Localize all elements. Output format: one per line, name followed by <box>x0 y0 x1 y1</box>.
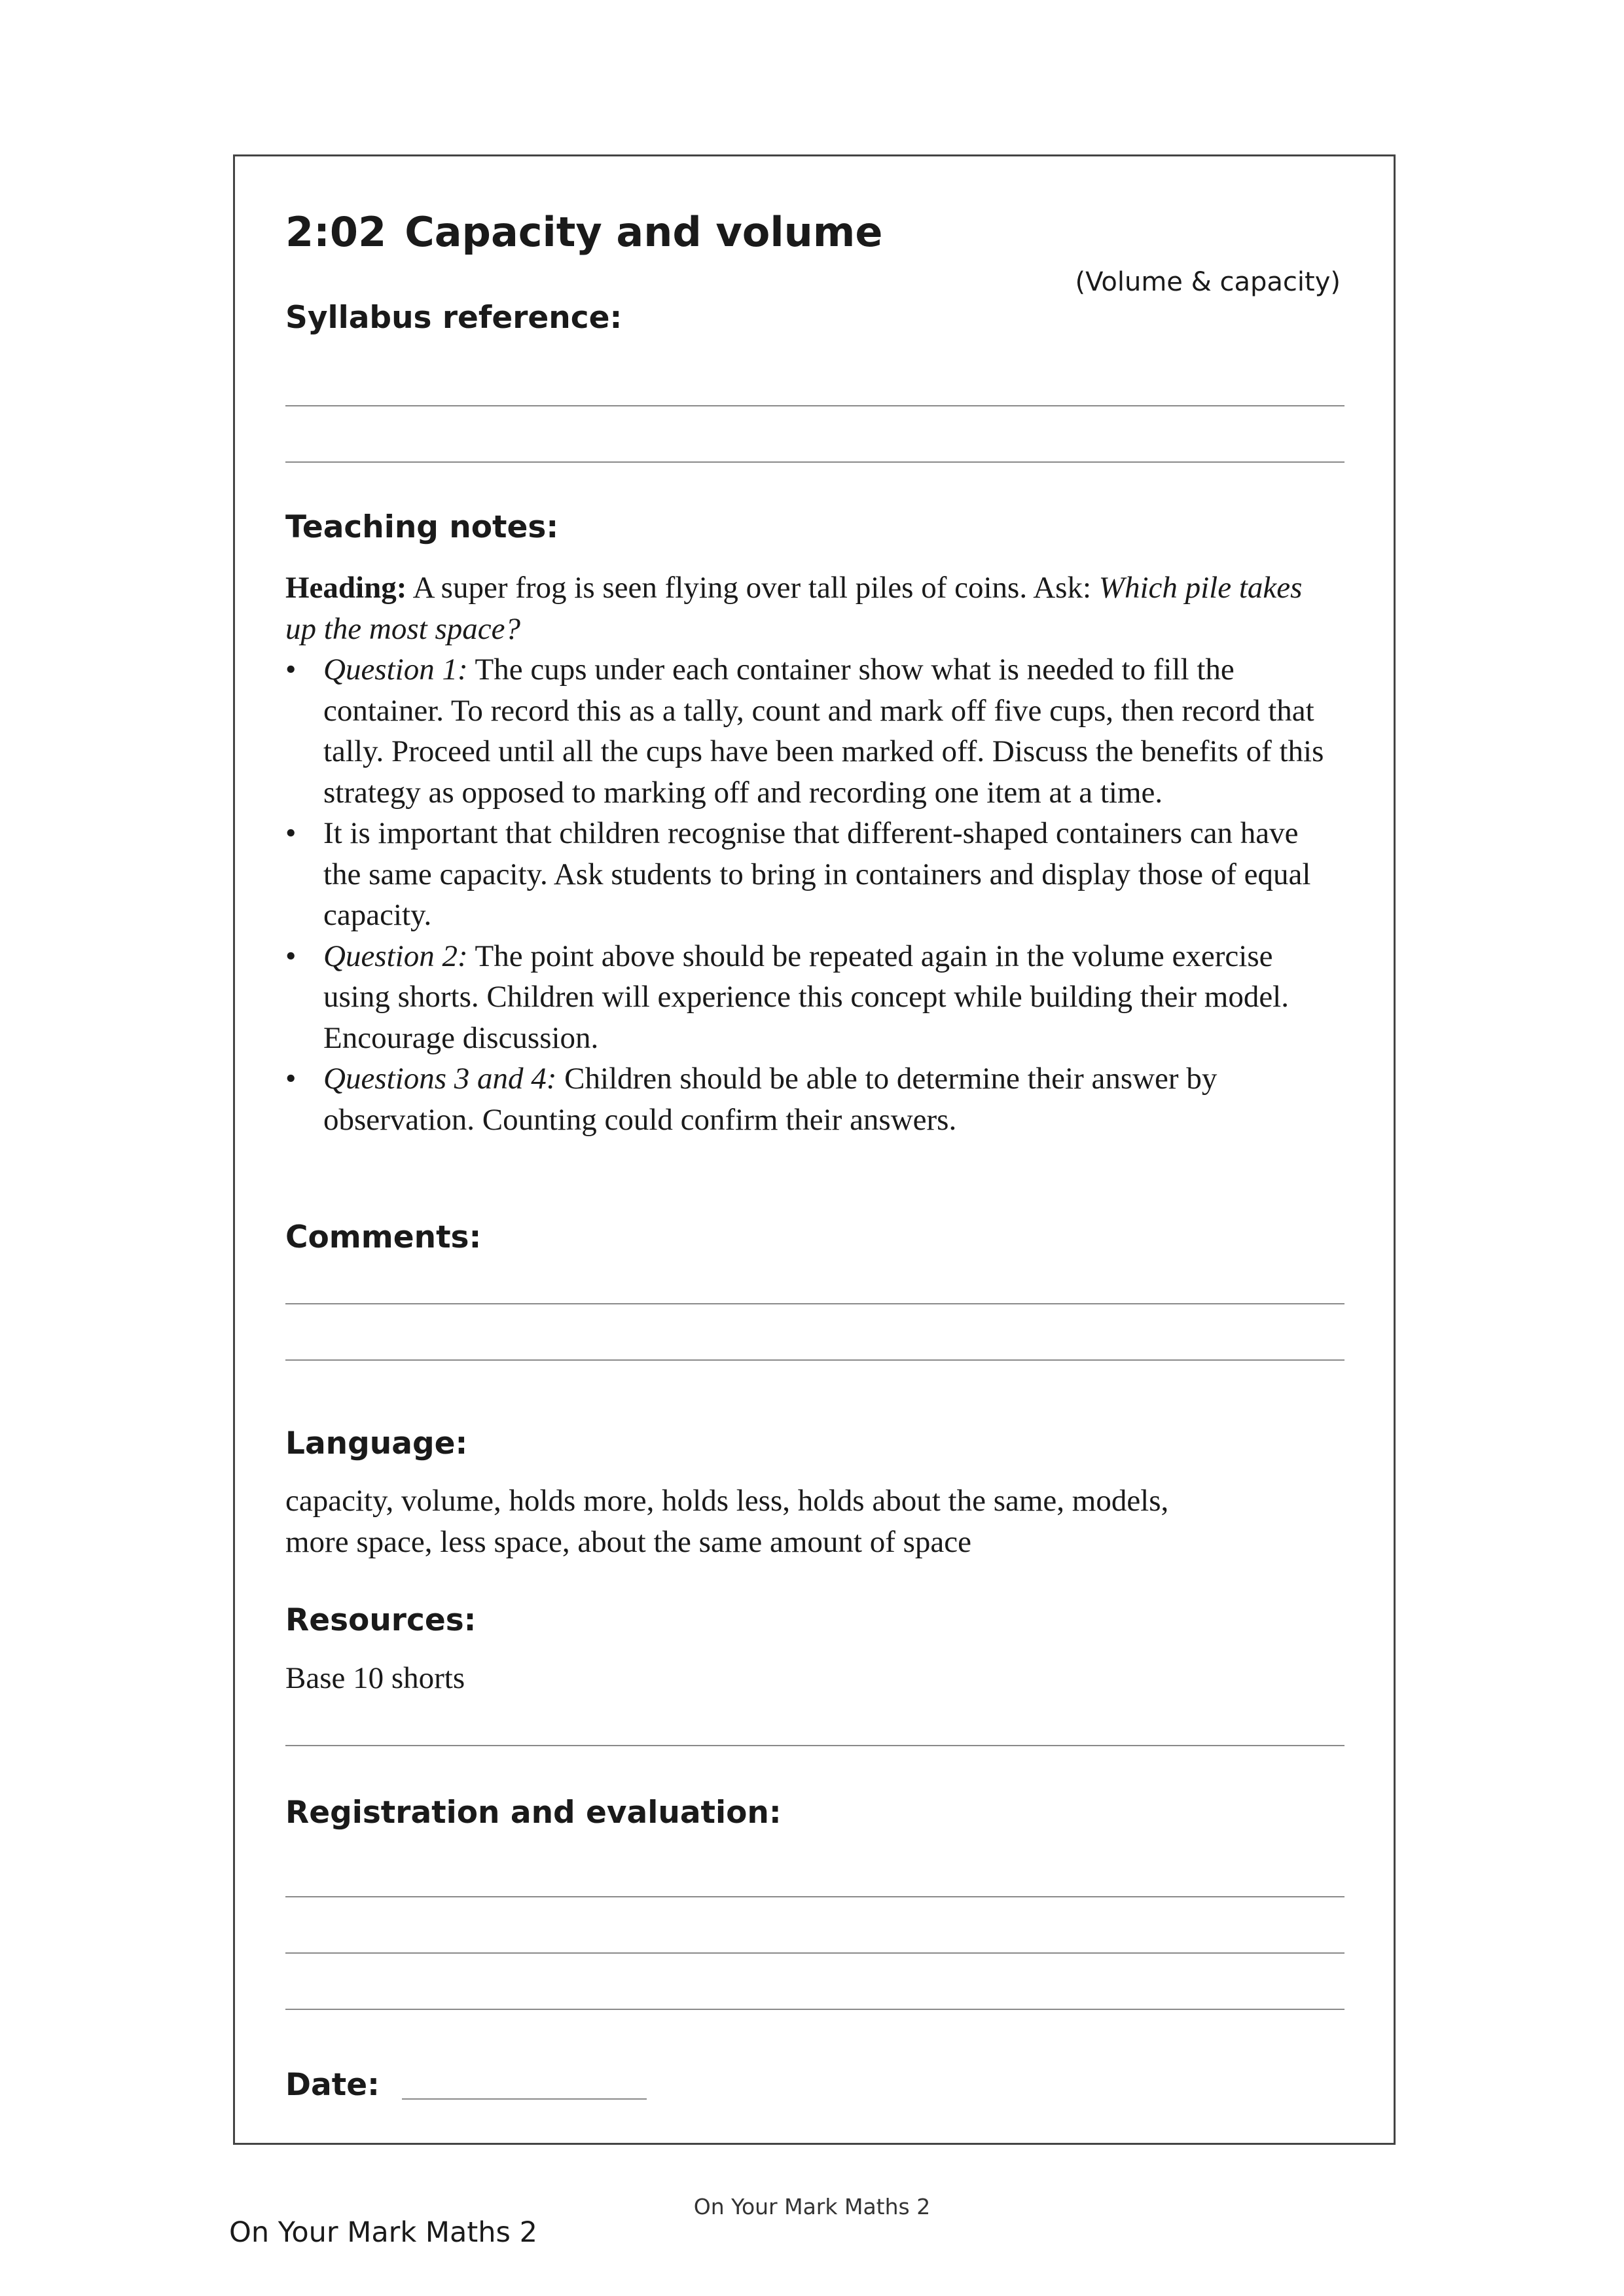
list-item <box>285 813 1333 936</box>
resources-line[interactable] <box>285 1745 1344 1746</box>
syllabus-heading: Syllabus reference: <box>285 300 623 336</box>
strand-label: (Volume & capacity) <box>1075 267 1341 297</box>
list-item-label: Question 2: <box>323 939 468 973</box>
registration-heading: Registration and evaluation: <box>285 1795 782 1831</box>
list-item-text: The point above should be repeated again in the volume exercise using shorts. Children will experience this concept while building their model. Encourage discussion. <box>323 939 1289 1055</box>
language-line-2: more space, less space, about the same amount of space <box>285 1524 971 1559</box>
list-item-text: Children should be able to determine their answer by observation. Counting could confirm their answers. <box>323 1062 1218 1137</box>
page-title <box>285 208 882 256</box>
resources-heading: Resources: <box>285 1602 477 1638</box>
date-heading: Date: <box>285 2067 380 2103</box>
footer-center: On Your Mark Maths 2 <box>693 2194 931 2219</box>
list-item-text: The cups under each container show what is needed to fill the container. To record this as a tally, count and mark off five cups, then record that tally. Proceed until all the cups have been marked off. Discuss the benefits of this strategy as opposed to marking off and recording one item at a time. <box>323 653 1324 810</box>
lesson-title: Capacity and volume <box>405 208 883 256</box>
bullet-icon: • <box>285 816 297 850</box>
teaching-notes-body <box>285 567 1359 1140</box>
footer-left: On Your Mark Maths 2 <box>229 2216 537 2249</box>
lesson-number: 2:02 <box>285 208 387 256</box>
bullet-icon: • <box>285 653 297 687</box>
registration-line-2[interactable] <box>285 1952 1344 1954</box>
comments-heading: Comments: <box>285 1219 482 1255</box>
page-frame <box>233 154 1396 2145</box>
syllabus-line-2[interactable] <box>285 461 1344 463</box>
comments-line-2[interactable] <box>285 1359 1344 1361</box>
language-text <box>285 1480 1359 1562</box>
language-line-1: capacity, volume, holds more, holds less, holds about the same, models, <box>285 1484 1169 1518</box>
list-item-text: It is important that children recognise that different-shaped containers can have the same capacity. Ask students to bring in containers and display those of equal capacity. <box>323 816 1311 932</box>
list-item-label: Question 1: <box>323 653 468 687</box>
language-heading: Language: <box>285 1426 468 1462</box>
comments-line-1[interactable] <box>285 1303 1344 1304</box>
list-item <box>285 649 1333 813</box>
list-item <box>285 936 1333 1059</box>
teaching-notes-heading: Teaching notes: <box>285 509 559 545</box>
registration-line-1[interactable] <box>285 1896 1344 1897</box>
heading-note-text: A super frog is seen flying over tall piles of coins. Ask: <box>406 571 1099 605</box>
heading-note <box>285 567 1333 649</box>
resources-text: Base 10 shorts <box>285 1661 465 1695</box>
registration-line-3[interactable] <box>285 2009 1344 2010</box>
date-field[interactable] <box>402 2098 647 2100</box>
list-item <box>285 1058 1333 1140</box>
teaching-notes-list <box>285 649 1333 1140</box>
syllabus-line-1[interactable] <box>285 405 1344 406</box>
heading-note-question: Which pile takes up the most space? <box>285 571 1303 646</box>
bullet-icon: • <box>285 939 297 973</box>
heading-note-label: Heading: <box>285 571 407 605</box>
bullet-icon: • <box>285 1062 297 1096</box>
list-item-label: Questions 3 and 4: <box>323 1062 557 1096</box>
